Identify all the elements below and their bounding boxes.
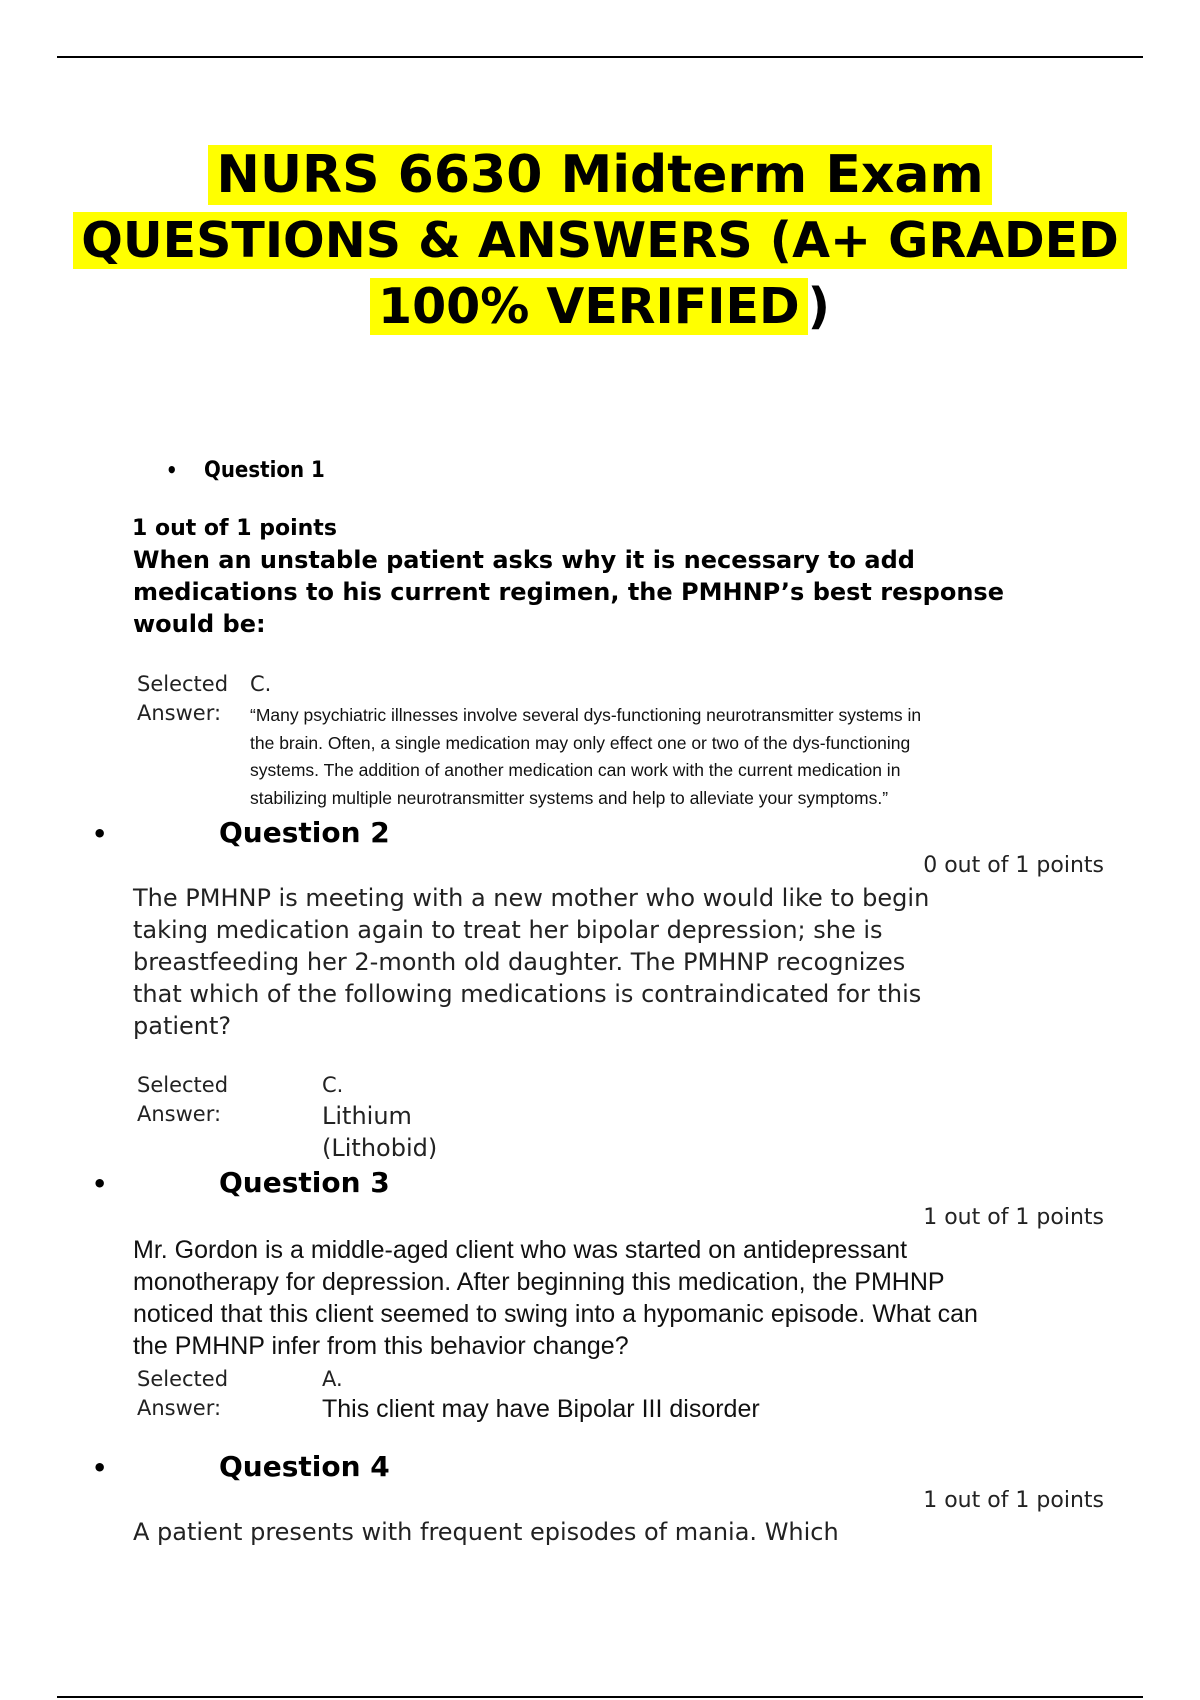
- bullet-icon: •: [92, 820, 108, 848]
- answer-line: “Many psychiatric illnesses involve several dys-functioning neurotransmitter systems in: [250, 705, 922, 725]
- question-3-answer-letter: A.: [322, 1367, 343, 1391]
- title-line-2: QUESTIONS & ANSWERS (A+ GRADED: [73, 212, 1127, 269]
- prompt-line: breastfeeding her 2-month old daughter. The PMHNP recognizes: [133, 948, 906, 976]
- answer-label: Answer:: [137, 701, 222, 725]
- prompt-line: that which of the following medications is contraindicated for this: [133, 980, 922, 1008]
- bottom-rule: [57, 1696, 1143, 1698]
- bullet-icon: •: [92, 1170, 108, 1198]
- title-line-1: NURS 6630 Midterm Exam: [208, 145, 991, 205]
- selected-label: Selected: [137, 1073, 229, 1097]
- prompt-line: taking medication again to treat her bipolar depression; she is: [133, 916, 883, 944]
- prompt-line: patient?: [133, 1012, 232, 1040]
- prompt-line: When an unstable patient asks why it is necessary to add: [133, 546, 915, 574]
- bullet-icon: •: [166, 458, 178, 482]
- question-3-answer-text: This client may have Bipolar III disorder: [322, 1395, 760, 1423]
- title-line-3-suffix: ): [807, 278, 831, 335]
- prompt-line: would be:: [133, 610, 266, 638]
- document-title: [0, 142, 1200, 340]
- question-4-label: Question 4: [219, 1450, 390, 1483]
- question-2-answer-letter: C.: [322, 1073, 344, 1097]
- question-1-prompt: [133, 544, 1004, 640]
- top-rule: [57, 56, 1143, 58]
- title-line-3: 100% VERIFIED: [370, 278, 808, 335]
- question-4-prompt: A patient presents with frequent episodes of mania. Which: [133, 1518, 839, 1546]
- question-2-label: Question 2: [219, 816, 390, 849]
- question-1-points: 1 out of 1 points: [132, 516, 337, 541]
- question-1-heading: [166, 458, 325, 483]
- answer-line: the brain. Often, a single medication may only effect one or two of the dys-functioning: [250, 732, 911, 753]
- question-2-points: 0 out of 1 points: [923, 853, 1104, 878]
- bullet-icon: •: [92, 1454, 108, 1482]
- prompt-line: Mr. Gordon is a middle-aged client who was started on antidepressant: [133, 1236, 908, 1264]
- answer-label: Answer:: [137, 1102, 222, 1126]
- prompt-line: noticed that this client seemed to swing into a hypomanic episode. What can: [133, 1300, 978, 1328]
- answer-line: (Lithobid): [322, 1134, 438, 1162]
- question-1-selected-label: [137, 670, 228, 728]
- prompt-line: medications to his current regimen, the PMHNP’s best response: [133, 578, 1004, 606]
- prompt-line: monotherapy for depression. After beginning this medication, the PMHNP: [133, 1268, 945, 1296]
- question-1-answer-letter: C.: [250, 672, 272, 696]
- question-3-prompt: [133, 1234, 978, 1362]
- question-1-label: Question 1: [204, 458, 325, 483]
- question-2-selected-label: [137, 1071, 228, 1129]
- answer-label: Answer:: [137, 1396, 222, 1420]
- question-3-points: 1 out of 1 points: [923, 1205, 1104, 1230]
- question-1-answer-text: [250, 702, 921, 812]
- prompt-line: the PMHNP infer from this behavior change?: [133, 1332, 629, 1360]
- question-3-selected-label: [137, 1365, 228, 1423]
- prompt-line: The PMHNP is meeting with a new mother who would like to begin: [133, 884, 930, 912]
- question-2-answer-text: [322, 1100, 437, 1164]
- question-3-label: Question 3: [219, 1166, 390, 1199]
- answer-line: Lithium: [322, 1102, 412, 1130]
- question-2-prompt: [133, 882, 929, 1042]
- question-4-points: 1 out of 1 points: [923, 1488, 1104, 1513]
- answer-line: stabilizing multiple neurotransmitter systems and help to alleviate your symptoms.”: [250, 787, 889, 808]
- selected-label: Selected: [137, 672, 229, 696]
- answer-line: systems. The addition of another medication can work with the current medication in: [250, 760, 901, 780]
- selected-label: Selected: [137, 1367, 229, 1391]
